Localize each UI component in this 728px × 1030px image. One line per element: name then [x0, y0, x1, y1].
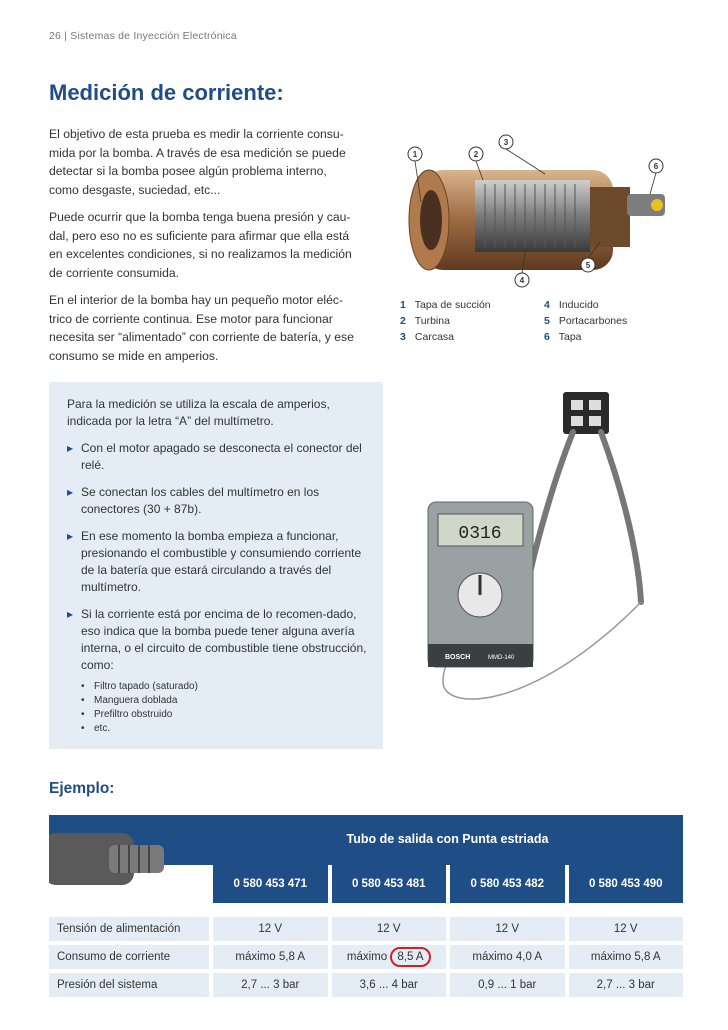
spec-table [49, 815, 683, 997]
table-cell: 12 V [213, 917, 328, 941]
table-cell: 2,7 ... 3 bar [213, 973, 328, 997]
spec-table-title: Tubo de salida con Punta estriada [346, 832, 549, 846]
part-number: 0 580 453 490 [569, 865, 684, 903]
table-cell: 12 V [450, 917, 565, 941]
meter-reading: 0316 [458, 524, 502, 544]
multimeter-photo [383, 382, 683, 749]
table-cell: 3,6 ... 4 bar [332, 973, 447, 997]
part-number-header [49, 865, 683, 903]
part-number: 0 580 453 471 [213, 865, 328, 903]
intro-paragraph: Puede ocurrir que la bomba tenga buena presión y cau-dal, pero eso no es suficiente para afirmar que ella está en excelentes condiciones, si no realizamos la medición de corriente consumida. [49, 210, 352, 280]
brush-holder [590, 187, 630, 247]
row-label: Consumo de corriente [49, 945, 209, 969]
multimeter-drawing [383, 382, 683, 749]
table-row [49, 973, 683, 997]
intro-paragraph: El objetivo de esta prueba es medir la corriente consu-mida por la bomba. A través de esa medición se puede detectar si la bomba posee algún problema interno, como desgaste, suciedad, etc... [49, 127, 346, 197]
table-cell: 12 V [332, 917, 447, 941]
cause-item: • Manguera doblada [81, 694, 367, 708]
part-number: 0 580 453 481 [332, 865, 447, 903]
table-cell: máximo 5,8 A [569, 945, 684, 969]
step-item: ▸ Se conectan los cables del multímetro en los conectores (30 + 87b). [67, 484, 367, 518]
cause-item: • Prefiltro obstruido [81, 708, 367, 722]
cause-item: • etc. [81, 722, 367, 736]
table-row [49, 917, 683, 941]
page-title: Medición de corriente: [49, 80, 284, 105]
legend-item: 5 Portacarbones [544, 315, 628, 327]
callout-4: 4 [519, 276, 525, 285]
legend-item: 3 Carcasa [400, 331, 455, 343]
table-row [49, 945, 683, 969]
outlet-terminal [651, 199, 663, 211]
pump-drawing [395, 132, 685, 292]
table-cell: 2,7 ... 3 bar [569, 973, 684, 997]
running-header: 26 | Sistemas de Inyección Electrónica [49, 30, 237, 42]
callout-5: 5 [585, 261, 591, 270]
test-probe-right [601, 432, 641, 602]
armature [475, 180, 590, 252]
part-number: 0 580 453 482 [450, 865, 565, 903]
legend-item: 4 Inducido [544, 299, 599, 311]
measurement-intro: Para la medición se utiliza la escala de amperios, indicada por la letra “A” del multímetro. [67, 397, 330, 428]
brand-label: BOSCH [445, 654, 471, 661]
highlighted-value: 8,5 A [390, 947, 430, 967]
meter-badge [428, 644, 533, 667]
relay-connector [563, 392, 609, 434]
legend-item: 1 Tapa de succión [400, 299, 491, 311]
legend-item: 6 Tapa [544, 331, 582, 343]
intro-paragraph: En el interior de la bomba hay un pequeño motor eléc-trico de corriente continua. Ese motor para funcionar necesita ser “alimentado” con corriente de batería, y ese consumo se mide en amperios. [49, 293, 354, 363]
table-cell: máximo 4,0 A [450, 945, 565, 969]
callout-3: 3 [503, 138, 509, 147]
causes-list [67, 680, 367, 736]
fuel-pump-cutaway-illustration [395, 132, 685, 292]
row-label: Tensión de alimentación [49, 917, 209, 941]
legend-item: 2 Turbina [400, 315, 450, 327]
step-item: ▸ Si la corriente está por encima de lo recomen-dado, eso indica que la bomba puede tener alguna avería interna, o el circuito de combustible tiene obstrucción, como: [67, 606, 367, 674]
measurement-instructions [67, 396, 367, 736]
callout-6: 6 [653, 162, 659, 171]
step-item: ▸ Con el motor apagado se desconecta el conector del relé. [67, 440, 367, 474]
step-item: ▸ En ese momento la bomba empieza a funcionar, presionando el combustible y consumiendo corriente de la batería que estará circulando a través del multímetro. [67, 528, 367, 596]
table-cell-highlighted: máximo 8,5 A [332, 945, 447, 969]
table-cell: 0,9 ... 1 bar [450, 973, 565, 997]
example-title: Ejemplo: [49, 780, 115, 797]
callout-2: 2 [473, 150, 479, 159]
row-label: Presión del sistema [49, 973, 209, 997]
table-cell: máximo 5,8 A [213, 945, 328, 969]
measurement-panel [49, 382, 683, 749]
table-cell: 12 V [569, 917, 684, 941]
intro-text [49, 125, 354, 374]
pump-inlet-opening [420, 190, 442, 250]
callout-1: 1 [412, 150, 418, 159]
cause-item: • Filtro tapado (saturado) [81, 680, 367, 694]
model-label: MMD-140 [488, 655, 515, 661]
